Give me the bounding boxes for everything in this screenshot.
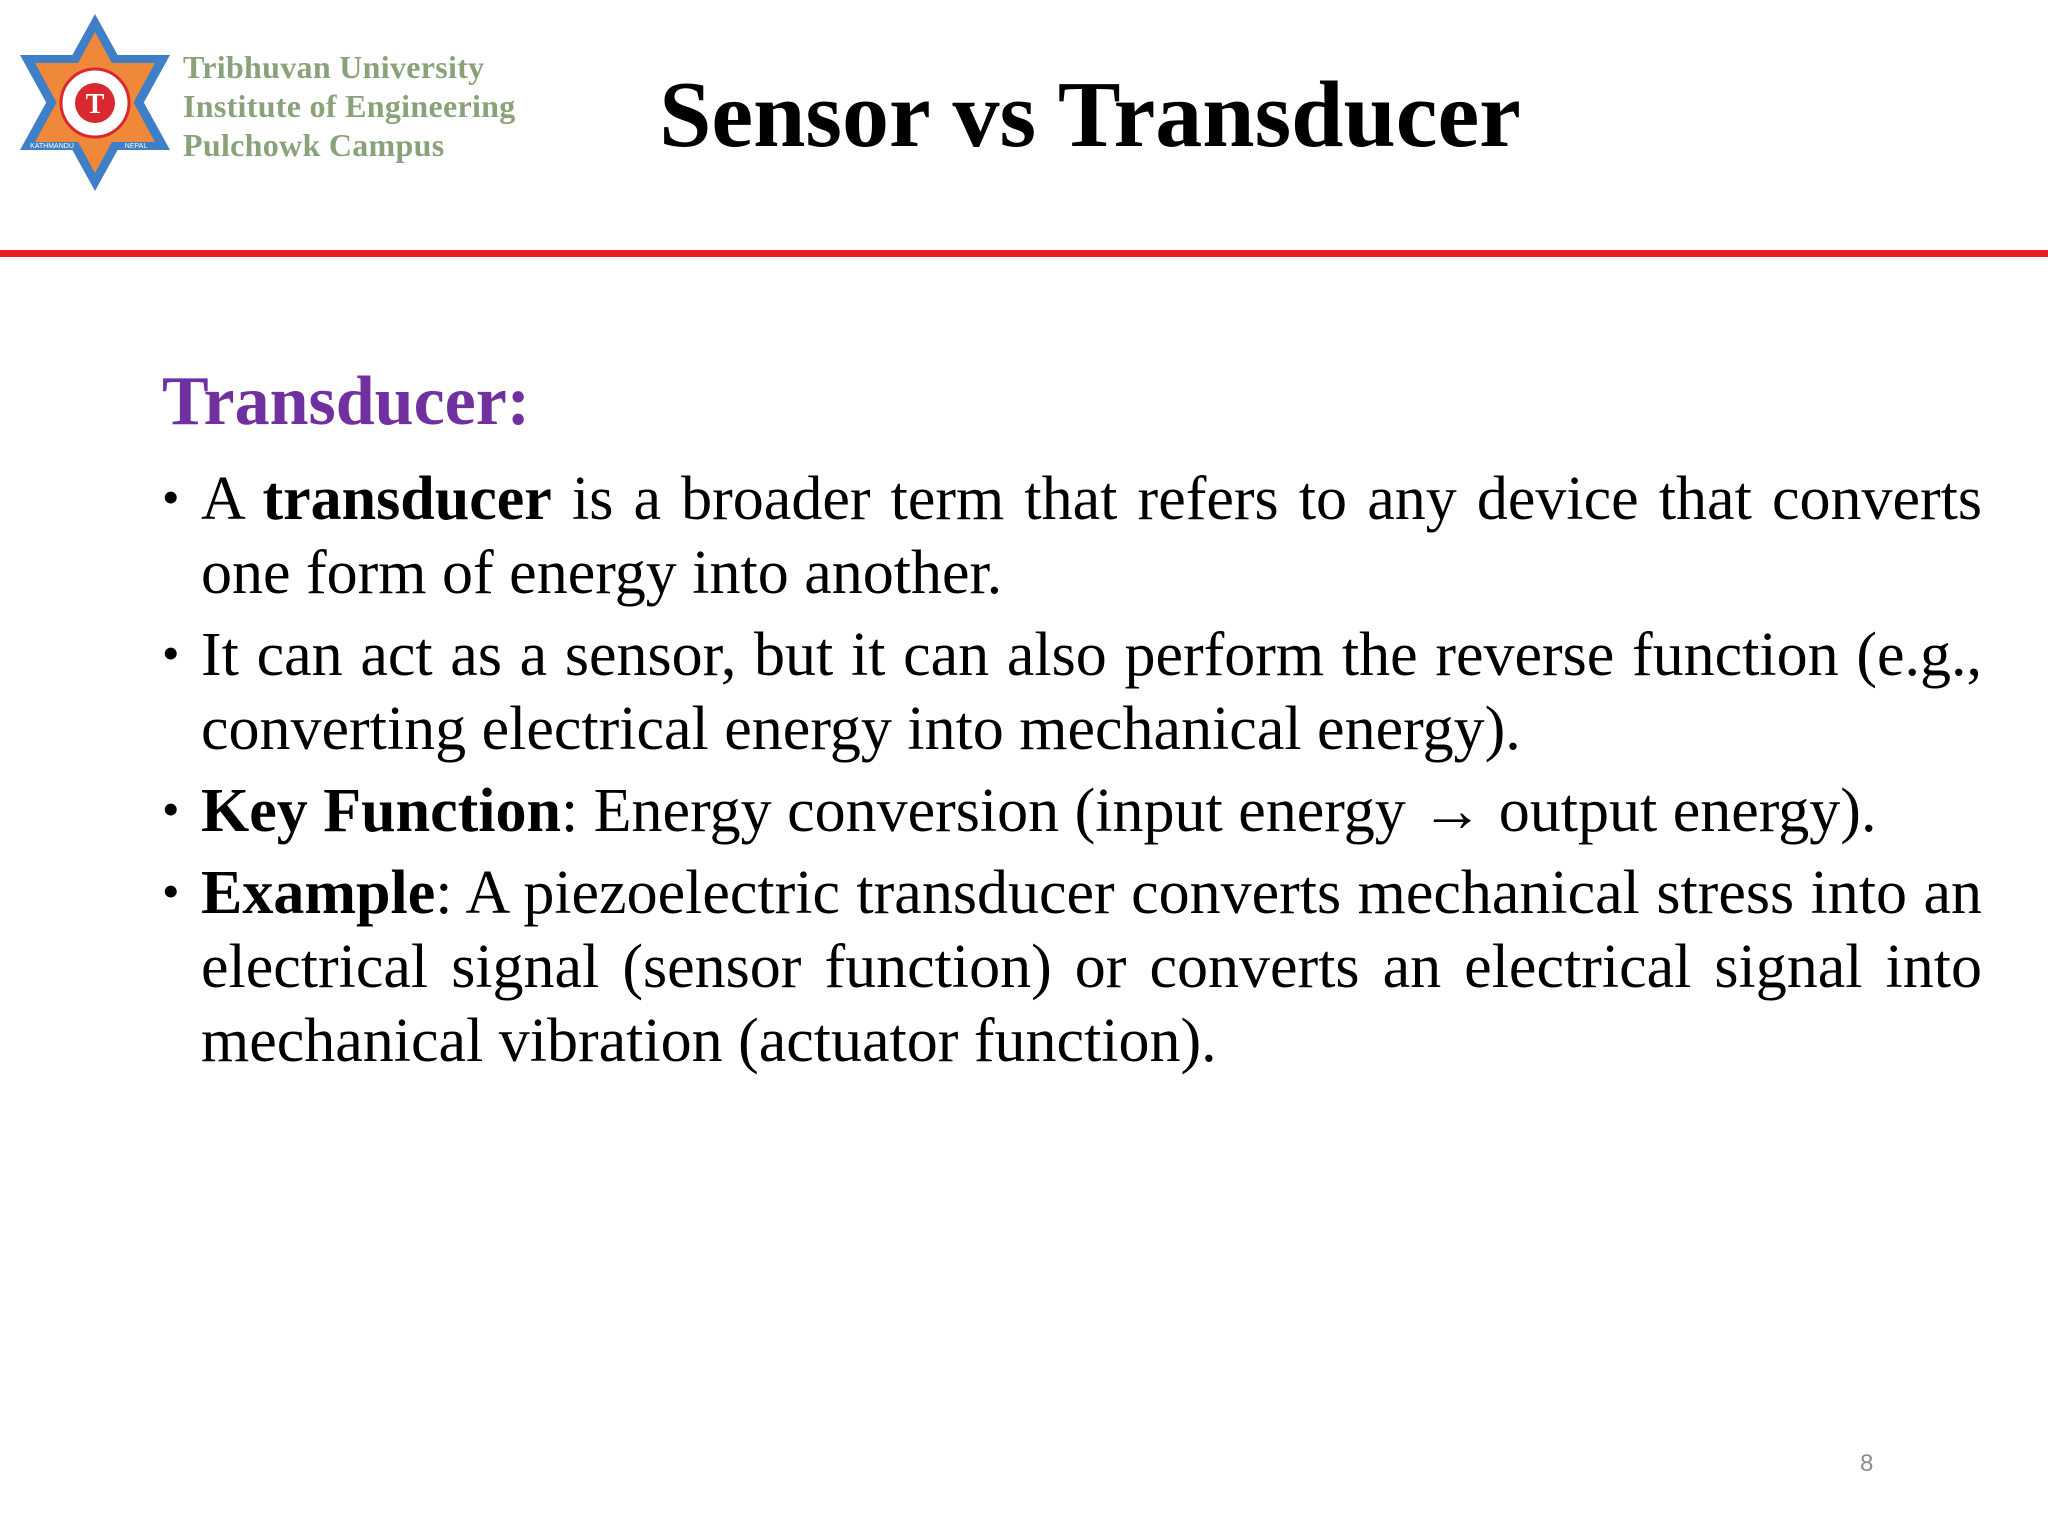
page-number: 8 — [1860, 1450, 1874, 1477]
bullet-text-bold: Example — [201, 859, 436, 927]
bullet-text-post: : A piezoelectric transducer converts mechanical stress into an electrical signal (sensor function) or converts an electrical signal into mechanical vibration (actuator function). — [201, 859, 1982, 1075]
bullet-item — [160, 856, 1982, 1078]
bullet-icon: • — [162, 781, 180, 837]
emblem-left-text: KATHMANDU — [30, 143, 74, 150]
institution-line-university: Tribhuvan University — [183, 49, 485, 85]
title-divider — [0, 250, 2048, 257]
bullet-item — [160, 774, 1982, 848]
bullet-icon: • — [162, 625, 180, 681]
bullet-icon: • — [162, 469, 180, 525]
slide-title: Sensor vs Transducer — [659, 63, 1521, 167]
institution-line-campus: Pulchowk Campus — [183, 127, 445, 163]
bullet-text-bold: transducer — [262, 465, 552, 533]
bullet-text-pre: A — [201, 465, 263, 533]
bullet-icon: • — [162, 863, 180, 919]
bullet-item — [160, 618, 1982, 766]
institution-logo — [10, 10, 610, 195]
emblem-right-text: NEPAL — [124, 143, 148, 150]
section-heading: Transducer: — [162, 363, 531, 440]
bullet-list — [160, 462, 1982, 1086]
bullet-text-bold: Key Function — [201, 777, 561, 845]
institution-line-institute: Institute of Engineering — [183, 88, 516, 124]
bullet-text-pre: It can act as a sensor, but it can also perform the reverse function (e.g., converting electrical energy into mechanical energy). — [201, 621, 1982, 763]
bullet-text-post: : Energy conversion (input energy → output energy). — [560, 777, 1877, 845]
university-emblem-icon — [10, 10, 180, 195]
emblem-letter: T — [85, 89, 105, 120]
institution-name — [183, 48, 516, 165]
bullet-item — [160, 462, 1982, 610]
bullet-text-post: is a broader term that refers to any device that converts one form of energy into another. — [201, 465, 1982, 607]
